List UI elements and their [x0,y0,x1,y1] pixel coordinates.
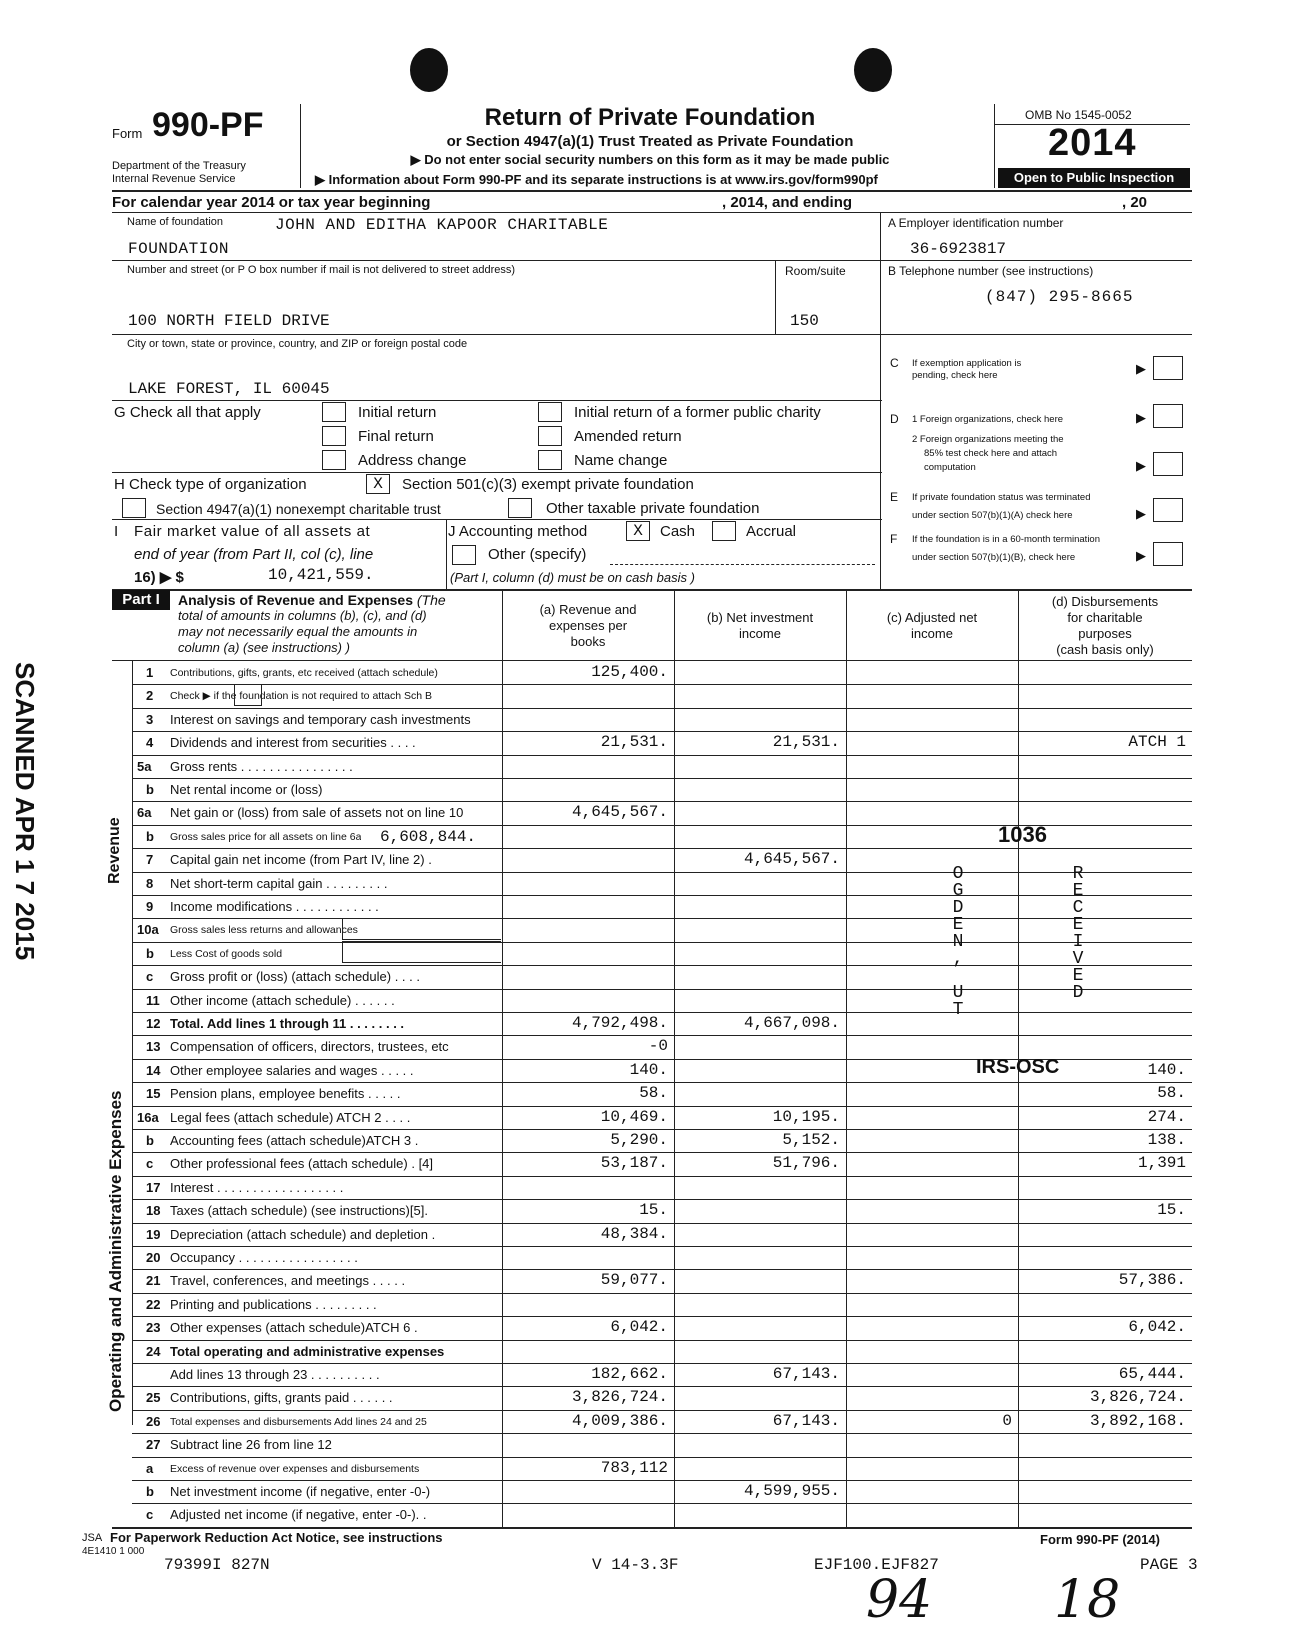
row-number: 6a [137,805,152,821]
street-value: 100 NORTH FIELD DRIVE [128,312,330,330]
row-divider [132,1082,1192,1083]
row-description: Printing and publications . . . . . . . . . [170,1296,377,1312]
cell-col-b: 4,667,098. [743,1014,840,1032]
accrual-checkbox[interactable] [712,521,736,541]
cell-col-d: 57,386. [1118,1271,1186,1290]
f-arrow: ▶ [1136,548,1146,563]
row-divider [132,1410,1192,1411]
dept-line2: Internal Revenue Service [112,173,236,185]
row-number: 14 [146,1062,161,1078]
row-description: Total. Add lines 1 through 11 . . . . . . . . [170,1016,405,1031]
row-description: Gross profit or (loss) (attach schedule) . . . . [170,969,420,985]
d2c-text: computation [924,462,976,473]
col-d-line1: (d) Disbursements [1051,594,1159,609]
d1-checkbox[interactable] [1153,404,1183,428]
cell-col-a: 5,290. [610,1131,668,1149]
notice-ssn: ▶ Do not enter social security numbers on this form as it may be made public [410,152,890,167]
initial-return-checkbox[interactable] [322,402,346,422]
row-number: 20 [146,1250,161,1265]
row-number: b [146,828,154,844]
row-description: Interest . . . . . . . . . . . . . . . . . . [170,1179,344,1195]
row-description: Check ▶ if the foundation is not required to attach Sch B [170,690,432,703]
line2-checkbox[interactable] [234,684,262,706]
row-divider [132,801,1192,802]
cell-col-a: 59,077. [600,1271,668,1290]
cell-col-d: 6,042. [1128,1318,1186,1337]
foundation-name-line1: JOHN AND EDITHA KAPOOR CHARITABLE [275,216,609,234]
row-divider [132,1199,1192,1200]
cell-col-b: 10,195. [772,1107,840,1126]
calendar-label: For calendar year 2014 or tax year beginning [112,194,431,211]
omb-number: OMB No 1545-0052 [1025,108,1132,122]
row-number: 4 [146,735,154,751]
cell-col-b: 67,143. [772,1411,840,1430]
row-divider [132,1386,1192,1387]
row-description: Adjusted net income (if negative, enter -0-). . [170,1507,427,1523]
f-letter: F [890,532,898,546]
row-description: Less Cost of goods sold [170,947,283,960]
section-revenue: Revenue [106,817,123,884]
fmv-value: 10,421,559. [268,566,374,584]
part1-desc3: may not necessarily equal the amounts in [178,624,418,639]
part1-desc2: total of amounts in columns (b), (c), and (d) [178,608,427,623]
col-b-header [674,610,846,642]
row-description: Net gain or (loss) from sale of assets not on line 10 [170,805,464,821]
cell-col-a: 4,792,498. [571,1014,668,1032]
row-number: 16a [137,1109,159,1125]
phone-label: B Telephone number (see instructions) [888,264,1094,278]
address-change-checkbox[interactable] [322,450,346,470]
row-divider [132,1316,1192,1317]
col-c-line2: income [911,626,953,641]
row-divider [132,1503,1192,1504]
row-number: 12 [146,1016,161,1031]
row-divider [132,1129,1192,1130]
form-word: Form [112,126,143,141]
row-number: 26 [146,1413,161,1429]
row-number: b [146,945,154,961]
cell-col-a: 125,400. [591,663,668,681]
form-subtitle: or Section 4947(a)(1) Trust Treated as Private Foundation [446,133,854,150]
e1-text: If private foundation status was terminated [912,492,1091,503]
cell-col-d: 3,892,168. [1089,1411,1186,1430]
col-a-line3: books [570,634,606,649]
cell-col-a: 4,009,386. [571,1411,668,1430]
cell-col-b: 5,152. [782,1131,840,1149]
form-title: Return of Private Foundation [484,104,816,131]
paperwork-notice: For Paperwork Reduction Act Notice, see instructions [110,1530,443,1545]
f2-text: under section 507(b)(1)(B), check here [912,552,1076,563]
foundation-name-line2: FOUNDATION [128,240,230,258]
notice-info: ▶ Information about Form 990-PF and its separate instructions is at www.irs.gov/form990pf [315,172,878,187]
cell-col-b: 4,645,567. [743,850,840,869]
e-arrow: ▶ [1136,506,1146,521]
city-label: City or town, state or province, country, and ZIP or foreign postal code [127,338,468,350]
initial-return-label: Initial return [358,404,437,421]
other-taxable-label: Other taxable private foundation [546,500,760,517]
d1-text: 1 Foreign organizations, check here [912,414,1064,425]
initial-former-label: Initial return of a former public charity [574,404,821,421]
cash-label: Cash [660,523,696,540]
col-c-header [846,610,1018,642]
c-checkbox[interactable] [1153,356,1183,380]
inspection-banner [998,168,1190,188]
received-stamp [944,822,1114,1078]
row-number: 22 [146,1296,161,1312]
footer-id-mid: V 14-3.3F [592,1556,679,1574]
nonexempt-label: Section 4947(a)(1) nonexempt charitable trust [156,501,441,517]
j-label: J Accounting method [448,523,588,540]
cell-col-c: 0 [1002,1411,1012,1430]
row-number: 24 [146,1343,161,1359]
row-description: Travel, conferences, and meetings . . . . . [170,1273,406,1289]
part1-desc4: column (a) (see instructions) ) [178,640,350,655]
row-number: 1 [146,665,154,680]
e2-text: under section 507(b)(1)(A) check here [912,510,1073,521]
row-number: b [146,1133,154,1148]
cell-col-a: 48,384. [600,1224,668,1243]
row-number: 27 [146,1437,161,1453]
cell-col-b: 51,796. [772,1154,840,1173]
calendar-end: , 20 [1122,194,1148,211]
row-description: Capital gain net income (from Part IV, line 2) . [170,852,432,868]
cell-col-a: 4,645,567. [571,803,668,822]
col-a-line1: (a) Revenue and [539,602,637,617]
f1-text: If the foundation is in a 60-month termination [912,534,1101,545]
punch-hole-left [410,48,448,92]
row-number: 18 [146,1203,161,1219]
row-description: Taxes (attach schedule) (see instructions)[5]. [170,1203,428,1219]
d2a-text: 2 Foreign organizations meeting the [912,434,1064,445]
footer-id-right: EJF100.EJF827 [814,1556,939,1574]
row-number: 13 [146,1039,161,1055]
received-text: RECEIVED [1068,864,1088,1000]
c-text1: If exemption application is [912,358,1022,369]
city-value: LAKE FOREST, IL 60045 [128,380,330,398]
line10b-box [342,941,501,963]
ogden-stamp: OGDEN, UT [948,864,968,1017]
row-number: 25 [146,1390,161,1406]
row-number: 2 [146,688,154,704]
form-code: 4E1410 1 000 [82,1546,145,1557]
punch-hole-right [854,48,892,92]
row-number: 3 [146,711,154,727]
col-d-line2: for charitable [1067,610,1143,625]
col-b-line1: (b) Net investment [706,610,814,625]
row-description: Net short-term capital gain . . . . . . . . . [170,875,388,891]
col-c-line1: (c) Adjusted net [886,610,978,625]
fmv-line2: end of year (from Part II, col (c), line [134,546,374,563]
room-label: Room/suite [785,264,846,278]
ein-value: 36-6923817 [910,240,1007,258]
part1-title-text: Analysis of Revenue and Expenses [178,592,413,608]
part1-title [178,592,446,608]
cell-col-d: 58. [1157,1084,1186,1103]
phone-value: (847) 295-8665 [985,288,1134,306]
row-description: Compensation of officers, directors, trustees, etc [170,1039,449,1055]
row-description: Other expenses (attach schedule)ATCH 6 . [170,1320,418,1336]
row-divider [132,1176,1192,1177]
inspection-text: Open to Public Inspection [1013,170,1175,185]
row-number: 17 [146,1179,161,1195]
row-description: Net investment income (if negative, enter -0-) [170,1484,431,1499]
ein-label: A Employer identification number [888,216,1064,230]
row-divider [132,1246,1192,1247]
row-description: Total operating and administrative expenses [170,1343,445,1359]
tax-year [1048,122,1137,165]
part1-badge [112,590,170,610]
room-value: 150 [790,312,819,330]
other-method-checkbox[interactable] [452,545,476,565]
row-number: 15 [146,1086,161,1102]
row-description: Gross rents . . . . . . . . . . . . . . . . [170,758,353,774]
row-number: a [146,1460,154,1476]
row-description: Contributions, gifts, grants paid . . . . . . [170,1390,393,1406]
d-letter: D [890,412,899,426]
cell-col-d: 65,444. [1118,1365,1186,1383]
row-number: 10a [137,922,159,938]
name-change-label: Name change [574,452,668,469]
row-description: Dividends and interest from securities . . . . [170,735,416,751]
cell-col-d: 3,826,724. [1089,1388,1186,1407]
other-taxable-checkbox[interactable] [508,498,532,518]
c-text2: pending, check here [912,370,998,381]
name-change-checkbox[interactable] [538,450,562,470]
c-arrow: ▶ [1136,361,1146,376]
handwritten-right: 18 [1054,1570,1121,1630]
row-description: Interest on savings and temporary cash investments [170,711,471,727]
row-number: c [146,1156,154,1172]
cash-checkbox[interactable]: X [626,521,650,541]
col-d-line4: (cash basis only) [1056,642,1154,657]
page-label: PAGE 3 [1140,1556,1198,1574]
cell-col-a: 182,662. [591,1365,668,1383]
cell-col-a: 10,469. [600,1107,668,1126]
col-d-line3: purposes [1078,626,1132,641]
cell-col-b: 4,599,955. [743,1482,840,1500]
row-description: Net rental income or (loss) [170,782,323,797]
dept-line1: Department of the Treasury [112,160,246,172]
row-divider [132,1480,1192,1481]
cell-col-a: 58. [639,1084,668,1103]
h-label: H Check type of organization [114,476,307,493]
row-divider [132,1269,1192,1270]
nonexempt-checkbox[interactable] [122,498,146,518]
d2b-text: 85% test check here and attach [924,448,1058,459]
handwritten-left: 94 [866,1570,933,1630]
row-number: c [146,969,154,985]
row-description: Gross sales price for all assets on line 6a [170,830,362,843]
footer-id-left: 79399I 827N [164,1556,270,1574]
d2-arrow: ▶ [1136,458,1146,473]
col-a-header [502,602,674,650]
row-description: Excess of revenue over expenses and disbursements [170,1462,420,1475]
fmv-line1: Fair market value of all assets at [134,523,371,540]
cell-col-b: 67,143. [772,1365,840,1383]
scanned-stamp [8,662,42,962]
row-divider [132,1293,1192,1294]
row-number: 21 [146,1273,161,1289]
fmv-line3: 16) ▶ $ [134,569,184,586]
row-number: 19 [146,1226,161,1242]
g-label: G Check all that apply [114,404,261,421]
row-divider [132,1340,1192,1341]
row-description: Income modifications . . . . . . . . . . . . [170,899,379,914]
row-description: Depreciation (attach schedule) and depletion . [170,1226,436,1242]
row-description: Occupancy . . . . . . . . . . . . . . . . . [170,1250,358,1265]
f-checkbox[interactable] [1153,542,1183,566]
row-description: Add lines 13 through 23 . . . . . . . . . . [170,1367,380,1382]
part1-badge-text: Part I [122,591,160,608]
row-description: Total expenses and disbursements Add lines 24 and 25 [170,1415,427,1428]
other-method-line [610,564,875,565]
row-divider [132,708,1192,709]
cell-col-a: 783,112 [600,1458,668,1477]
calendar-mid: , 2014, and ending [722,194,853,211]
cell-col-a: 6,042. [610,1318,668,1337]
section-expenses: Operating and Administrative Expenses [106,1090,125,1412]
col-a-line2: expenses per [548,618,628,633]
amended-return-label: Amended return [574,428,682,445]
part1-desc1: (The [416,592,446,608]
col-d-header [1018,594,1192,658]
row-description: Subtract line 26 from line 12 [170,1437,332,1453]
row-description: Other employee salaries and wages . . . . . [170,1062,414,1078]
form-reference: Form 990-PF (2014) [1040,1532,1160,1547]
irs-osc-stamp: IRS-OSC [976,1056,1060,1078]
cell-col-a: 15. [639,1201,668,1220]
line6b-value: 6,608,844. [380,828,477,846]
cell-col-a: 53,187. [600,1154,668,1173]
final-return-checkbox[interactable] [322,426,346,446]
line10a-box [342,918,501,940]
d1-arrow: ▶ [1136,410,1146,425]
row-description: Other professional fees (attach schedule) . [4] [170,1156,434,1172]
row-number: 5a [137,758,152,774]
cell-col-d: 138. [1147,1131,1186,1149]
initial-former-checkbox[interactable] [538,402,562,422]
e-letter: E [890,490,899,504]
row-description: Legal fees (attach schedule) ATCH 2 . . . . [170,1109,411,1125]
j-note: (Part I, column (d) must be on cash basis ) [450,570,695,585]
amended-return-checkbox[interactable] [538,426,562,446]
row-divider [132,1152,1192,1153]
cell-col-a: 21,531. [600,733,668,752]
row-number: 23 [146,1320,161,1336]
cell-col-a: 3,826,724. [571,1388,668,1407]
row-number: b [146,1484,154,1499]
row-number: b [146,782,154,797]
row-divider [132,1433,1192,1434]
jsa-label: JSA [82,1532,103,1544]
scanned-stamp-text: SCANNED APR 1 7 2015 [10,662,40,961]
c-letter: C [890,356,899,370]
cell-col-d: 140. [1147,1060,1186,1079]
form-number: 990-PF [152,106,264,144]
row-description: Pension plans, employee benefits . . . . . [170,1086,401,1102]
name-label: Name of foundation [127,216,224,228]
row-description: Accounting fees (attach schedule)ATCH 3 . [170,1133,419,1148]
row-divider [132,731,1192,732]
row-divider [132,1363,1192,1364]
street-label: Number and street (or P O box number if mail is not delivered to street address) [127,264,516,276]
c3-checkbox[interactable]: X [366,474,390,494]
row-divider [132,1106,1192,1107]
col-b-line2: income [739,626,781,641]
final-return-label: Final return [358,428,434,445]
row-description: Contributions, gifts, grants, etc received (attach schedule) [170,667,438,679]
i-label: I [114,523,119,540]
row-divider [132,1223,1192,1224]
row-divider [132,684,1192,685]
row-number: c [146,1507,154,1523]
cell-col-d: 1,391 [1137,1154,1186,1173]
address-change-label: Address change [358,452,467,469]
accrual-label: Accrual [746,523,797,540]
row-description: Gross sales less returns and allowances [170,924,358,937]
e-checkbox[interactable] [1153,498,1183,522]
row-number: 11 [146,992,160,1008]
d2-checkbox[interactable] [1153,452,1183,476]
row-number: 7 [146,852,154,868]
row-number: 9 [146,899,154,914]
received-number: 1036 [998,822,1047,847]
tax-year-text: 2014 [1048,122,1137,164]
row-number: 8 [146,875,154,891]
other-method-label: Other (specify) [488,546,587,563]
cell-col-d: 15. [1157,1201,1186,1220]
cell-col-d: 274. [1147,1107,1186,1126]
cell-col-b: 21,531. [772,733,840,752]
c3-label: Section 501(c)(3) exempt private foundation [402,476,694,493]
cell-col-d: ATCH 1 [1128,733,1186,752]
row-divider [132,778,1192,779]
row-description: Other income (attach schedule) . . . . . . [170,992,395,1008]
cell-col-a: -0 [648,1037,668,1056]
cell-col-a: 140. [629,1060,668,1079]
row-divider [132,1457,1192,1458]
row-divider [132,755,1192,756]
